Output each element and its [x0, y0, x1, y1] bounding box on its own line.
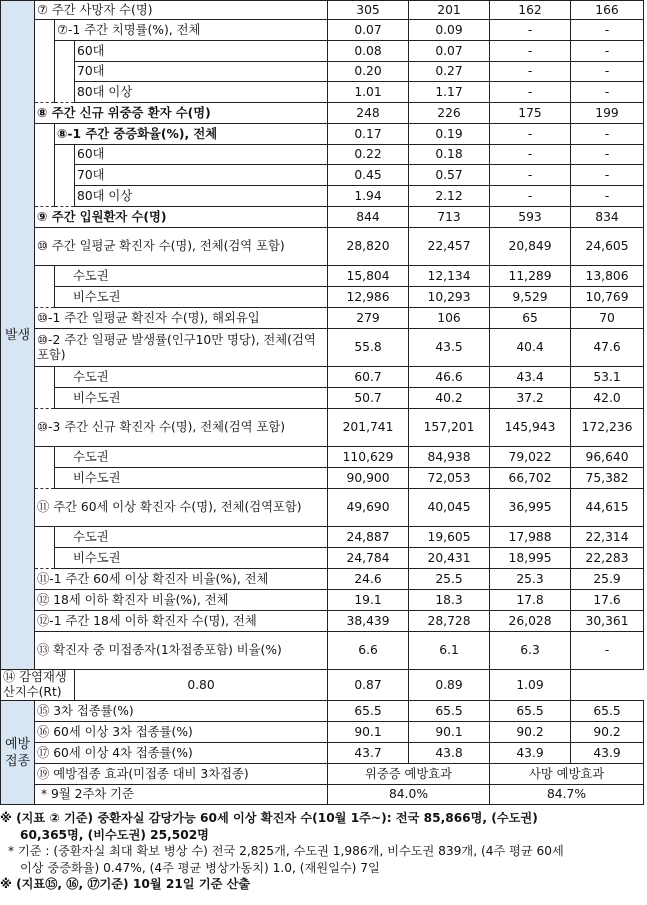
cell: 28,728 [409, 611, 490, 632]
cell: 18,995 [490, 548, 571, 569]
cell: 53.1 [571, 367, 644, 388]
cell: - [490, 124, 571, 145]
indent-cell [35, 548, 55, 569]
cell: 0.07 [409, 41, 490, 62]
indent-cell [35, 468, 55, 489]
cell: 24,887 [328, 527, 409, 548]
row-label: 수도권 [55, 447, 328, 468]
cell: 20,431 [409, 548, 490, 569]
row-label: 비수도권 [55, 287, 328, 308]
cell: 90.1 [409, 722, 490, 743]
row-label: ⑩-1 주간 일평균 확진자 수(명), 해외유입 [35, 308, 328, 329]
cell: 50.7 [328, 388, 409, 409]
cell: 1.17 [409, 82, 490, 103]
row-label: 80대 이상 [75, 82, 328, 103]
indent-cell [55, 186, 75, 207]
cell: 43.7 [328, 743, 409, 764]
cell: 79,022 [490, 447, 571, 468]
cell: 70 [571, 308, 644, 329]
cell: - [571, 632, 644, 670]
cell: 0.80 [75, 670, 328, 701]
indent-cell [55, 82, 75, 103]
row-label: 비수도권 [55, 388, 328, 409]
cell: 6.1 [409, 632, 490, 670]
cell: 6.3 [490, 632, 571, 670]
row-label: 60대 [75, 41, 328, 62]
cell: 17.8 [490, 590, 571, 611]
cell: 0.57 [409, 165, 490, 186]
cell: 0.27 [409, 62, 490, 82]
cell: - [571, 186, 644, 207]
footnotes [0, 810, 645, 893]
row-label: 수도권 [55, 266, 328, 287]
row-label: 70대 [75, 165, 328, 186]
cell: 47.6 [571, 329, 644, 367]
cell: - [490, 41, 571, 62]
cell: 0.22 [328, 145, 409, 165]
cell: 1.01 [328, 82, 409, 103]
cell: 25.9 [571, 569, 644, 590]
group-vaccination: 예방접종 [1, 701, 35, 805]
cell: 15,804 [328, 266, 409, 287]
cell: - [571, 82, 644, 103]
cell: 22,457 [409, 228, 490, 266]
row-label: ⑫ 18세 이하 확진자 비율(%), 전체 [35, 590, 328, 611]
cell: 0.08 [328, 41, 409, 62]
indent-cell [35, 447, 55, 468]
cell: 65.5 [490, 701, 571, 722]
cell: - [571, 165, 644, 186]
cell: 28,820 [328, 228, 409, 266]
cell: 0.20 [328, 62, 409, 82]
row-label: ⑪-1 주간 60세 이상 확진자 비율(%), 전체 [35, 569, 328, 590]
cell: 2.12 [409, 186, 490, 207]
cell: 24.6 [328, 569, 409, 590]
cell: - [571, 124, 644, 145]
indent-cell [55, 165, 75, 186]
cell: 279 [328, 308, 409, 329]
indent-cell [35, 287, 55, 308]
cell: 593 [490, 207, 571, 228]
cell: 22,283 [571, 548, 644, 569]
cell: 사망 예방효과 [490, 764, 644, 785]
cell: 24,605 [571, 228, 644, 266]
indent-cell [35, 266, 55, 287]
indent-cell [35, 388, 55, 409]
cell: - [571, 20, 644, 41]
cell: 65.5 [409, 701, 490, 722]
row-label: ⑧-1 주간 중증화율(%), 전체 [55, 124, 328, 145]
indent-cell [35, 20, 55, 41]
cell: 157,201 [409, 409, 490, 447]
cell: 19,605 [409, 527, 490, 548]
footnote: 이상 중증화율) 0.47%, (4주 평균 병상가동치) 1.0, (재원일수) 7일 [20, 860, 380, 875]
indent-cell [35, 367, 55, 388]
cell: - [571, 41, 644, 62]
cell: 84.0% [328, 785, 490, 805]
cell: 30,361 [571, 611, 644, 632]
indent-cell [55, 62, 75, 82]
row-label: 80대 이상 [75, 186, 328, 207]
cell: - [490, 145, 571, 165]
indent-cell [35, 82, 55, 103]
cell: 60.7 [328, 367, 409, 388]
cell: 90.2 [490, 722, 571, 743]
indent-cell [55, 145, 75, 165]
cell: - [571, 62, 644, 82]
cell: 96,640 [571, 447, 644, 468]
cell: 145,943 [490, 409, 571, 447]
cell: 37.2 [490, 388, 571, 409]
cell: 175 [490, 103, 571, 124]
cell: 13,806 [571, 266, 644, 287]
cell: 713 [409, 207, 490, 228]
row-label: ⑭ 감염재생산지수(Rt) [1, 670, 75, 701]
row-label: 수도권 [55, 527, 328, 548]
cell: - [490, 186, 571, 207]
indent-cell [35, 165, 55, 186]
cell: 18.3 [409, 590, 490, 611]
row-label: ⑦-1 주간 치명률(%), 전체 [55, 20, 328, 41]
cell: 12,986 [328, 287, 409, 308]
row-label: 비수도권 [55, 468, 328, 489]
footnote: ※ (지표⑮, ⑯, ⑰기준) 10월 21일 기준 산출 [0, 877, 251, 891]
cell: 46.6 [409, 367, 490, 388]
cell: 84,938 [409, 447, 490, 468]
cell: 226 [409, 103, 490, 124]
cell: 84.7% [490, 785, 644, 805]
cell: 26,028 [490, 611, 571, 632]
row-label: ⑲ 예방접종 효과(미접종 대비 3차접종) [35, 764, 328, 785]
indent-cell [35, 527, 55, 548]
cell: 0.19 [409, 124, 490, 145]
row-label: ⑬ 확진자 중 미접종자(1차접종포함) 비율(%) [35, 632, 328, 670]
cell: 36,995 [490, 489, 571, 527]
cell: 25.3 [490, 569, 571, 590]
cell: 0.89 [409, 670, 490, 701]
row-label: ⑩-3 주간 신규 확진자 수(명), 전체(검역 포함) [35, 409, 328, 447]
cell: 42.0 [571, 388, 644, 409]
cell: 166 [571, 1, 644, 20]
cell: 9,529 [490, 287, 571, 308]
cell: 43.9 [490, 743, 571, 764]
cell: 43.9 [571, 743, 644, 764]
cell: 19.1 [328, 590, 409, 611]
cell: 0.87 [328, 670, 409, 701]
cell: - [571, 145, 644, 165]
row-label: ⑮ 3차 접종률(%) [35, 701, 328, 722]
indent-cell [35, 124, 55, 145]
cell: 12,134 [409, 266, 490, 287]
indent-cell [35, 41, 55, 62]
cell: 17.6 [571, 590, 644, 611]
cell: 22,314 [571, 527, 644, 548]
indent-cell [35, 62, 55, 82]
cell: 25.5 [409, 569, 490, 590]
cell: 43.4 [490, 367, 571, 388]
cell: 72,053 [409, 468, 490, 489]
footnote: 60,365명, (비수도권) 25,502명 [20, 827, 209, 842]
cell: 110,629 [328, 447, 409, 468]
cell: 1.09 [490, 670, 571, 701]
cell: 0.45 [328, 165, 409, 186]
group-occurrence: 발생 [1, 1, 35, 670]
cell: 844 [328, 207, 409, 228]
cell: 90.1 [328, 722, 409, 743]
cell: 834 [571, 207, 644, 228]
cell: 305 [328, 1, 409, 20]
row-label: ⑨ 주간 입원환자 수(명) [35, 207, 328, 228]
cell: 43.8 [409, 743, 490, 764]
cell: 199 [571, 103, 644, 124]
cell: 90,900 [328, 468, 409, 489]
cell: 1.94 [328, 186, 409, 207]
row-label: ⑫-1 주간 18세 이하 확진자 수(명), 전체 [35, 611, 328, 632]
cell: - [490, 20, 571, 41]
cell: 40.4 [490, 329, 571, 367]
cell: 44,615 [571, 489, 644, 527]
cell: - [490, 82, 571, 103]
cell: 0.09 [409, 20, 490, 41]
cell: 162 [490, 1, 571, 20]
row-label: ⑰ 60세 이상 4차 접종률(%) [35, 743, 328, 764]
row-label: 비수도권 [55, 548, 328, 569]
indent-cell [35, 145, 55, 165]
row-label: 수도권 [55, 367, 328, 388]
cell: 43.5 [409, 329, 490, 367]
cell: 위중증 예방효과 [328, 764, 490, 785]
cell: 40,045 [409, 489, 490, 527]
cell: 55.8 [328, 329, 409, 367]
indent-cell [35, 186, 55, 207]
row-label: ⑧ 주간 신규 위중증 환자 수(명) [35, 103, 328, 124]
cell: 49,690 [328, 489, 409, 527]
cell: 10,293 [409, 287, 490, 308]
cell: 10,769 [571, 287, 644, 308]
row-label: ⑪ 주간 60세 이상 확진자 수(명), 전체(검역포함) [35, 489, 328, 527]
cell: 40.2 [409, 388, 490, 409]
cell: 6.6 [328, 632, 409, 670]
cell: 11,289 [490, 266, 571, 287]
cell: 65.5 [328, 701, 409, 722]
row-label: 60대 [75, 145, 328, 165]
cell: 24,784 [328, 548, 409, 569]
cell: 201 [409, 1, 490, 20]
cell: - [490, 165, 571, 186]
cell: 65 [490, 308, 571, 329]
cell: 0.17 [328, 124, 409, 145]
cell: 106 [409, 308, 490, 329]
cell: 75,382 [571, 468, 644, 489]
cell: 172,236 [571, 409, 644, 447]
row-label: 70대 [75, 62, 328, 82]
row-label: ⑦ 주간 사망자 수(명) [35, 1, 328, 20]
cell: 20,849 [490, 228, 571, 266]
row-label: ⑯ 60세 이상 3차 접종률(%) [35, 722, 328, 743]
cell: 17,988 [490, 527, 571, 548]
footnote: * 기준 : (중환자실 최대 확보 병상 수) 전국 2,825개, 수도권 1,986개, 비수도권 839개, (4주 평균 60세 [8, 844, 564, 858]
cell: 201,741 [328, 409, 409, 447]
cell: 0.07 [328, 20, 409, 41]
cell: 90.2 [571, 722, 644, 743]
cell: 38,439 [328, 611, 409, 632]
indent-cell [55, 41, 75, 62]
row-label: ⑩-2 주간 일평균 발생률(인구10만 명당), 전체(검역 포함) [35, 329, 328, 367]
row-label: ⑩ 주간 일평균 확진자 수(명), 전체(검역 포함) [35, 228, 328, 266]
cell: 0.18 [409, 145, 490, 165]
cell: - [490, 62, 571, 82]
cell: 248 [328, 103, 409, 124]
cell: 65.5 [571, 701, 644, 722]
footnote: ※ (지표 ② 기준) 중환자실 감당가능 60세 이상 확진자 수(10월 1주~): 전국 85,866명, (수도권) [0, 811, 538, 825]
row-label: * 9월 2주차 기준 [35, 785, 328, 805]
cell: 66,702 [490, 468, 571, 489]
